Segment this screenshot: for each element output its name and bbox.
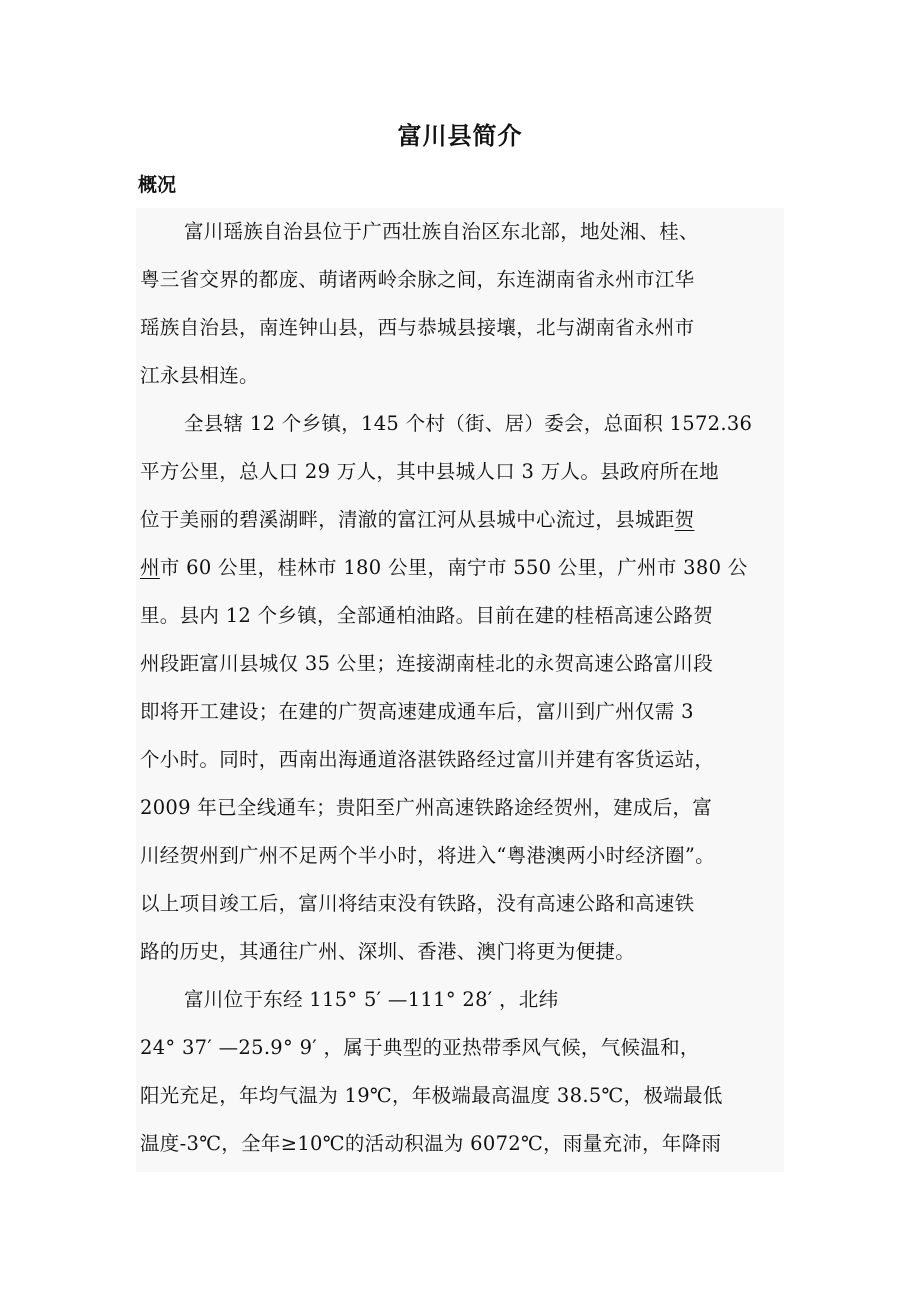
document-title: 富川县简介 xyxy=(397,122,523,150)
text-line: 粤三省交界的都庞、萌诸两岭余脉之间，东连湖南省永州市江华 xyxy=(140,268,695,291)
text-line: 路的历史，其通往广州、深圳、香港、澳门将更为便捷。 xyxy=(140,940,636,963)
hezhou-link-part[interactable]: 贺 xyxy=(674,508,695,531)
text-line: 瑶族自治县，南连钟山县，西与恭城县接壤，北与湖南省永州市 xyxy=(140,316,695,339)
text-line xyxy=(140,508,694,532)
text-line: 里。县内 12 个乡镇，全部通柏油路。目前在建的桂梧高速公路贺 xyxy=(140,604,714,627)
text-line: 阳光充足，年均气温为 19℃，年极端最高温度 38.5℃，极端最低 xyxy=(140,1084,723,1107)
text-segment: 市 60 公里，桂林市 180 公里，南宁市 550 公里，广州市 380 公 xyxy=(159,556,748,579)
hezhou-link-part[interactable]: 州 xyxy=(140,556,160,579)
text-line: 24° 37′ —25.9° 9′ ，属于典型的亚热带季风气候，气候温和， xyxy=(140,1036,700,1059)
text-line: 江永县相连。 xyxy=(140,364,259,387)
text-line: 温度-3℃，全年≥10℃的活动积温为 6072℃，雨量充沛，年降雨 xyxy=(140,1132,722,1155)
section-heading-overview: 概况 xyxy=(138,174,177,196)
text-line: 即将开工建设；在建的广贺高速建成通车后，富川到广州仅需 3 xyxy=(140,700,694,723)
text-line: 个小时。同时，西南出海通道洛湛铁路经过富川并建有客货运站， xyxy=(140,748,715,771)
text-line: 2009 年已全线通车；贵阳至广州高速铁路途经贺州，建成后，富 xyxy=(140,796,713,819)
text-line: 富川位于东经 115° 5′ —111° 28′ ，北纬 xyxy=(184,988,559,1011)
text-line xyxy=(140,556,748,580)
text-line: 川经贺州到广州不足两个半小时，将进入“粤港澳两小时经济圈”。 xyxy=(140,844,715,867)
text-line: 平方公里，总人口 29 万人，其中县城人口 3 万人。县政府所在地 xyxy=(140,460,719,483)
body-text-block xyxy=(136,208,784,1172)
text-line: 州段距富川县城仅 35 公里；连接湖南桂北的永贺高速公路富川段 xyxy=(140,652,714,675)
text-line: 以上项目竣工后，富川将结束没有铁路，没有高速公路和高速铁 xyxy=(140,892,695,915)
text-segment: 位于美丽的碧溪湖畔，清澈的富江河从县城中心流过，县城距 xyxy=(140,508,675,531)
text-line: 富川瑶族自治县位于广西壮族自治区东北部，地处湘、桂、 xyxy=(184,220,699,243)
text-line: 全县辖 12 个乡镇，145 个村（街、居）委会，总面积 1572.36 xyxy=(184,412,753,435)
